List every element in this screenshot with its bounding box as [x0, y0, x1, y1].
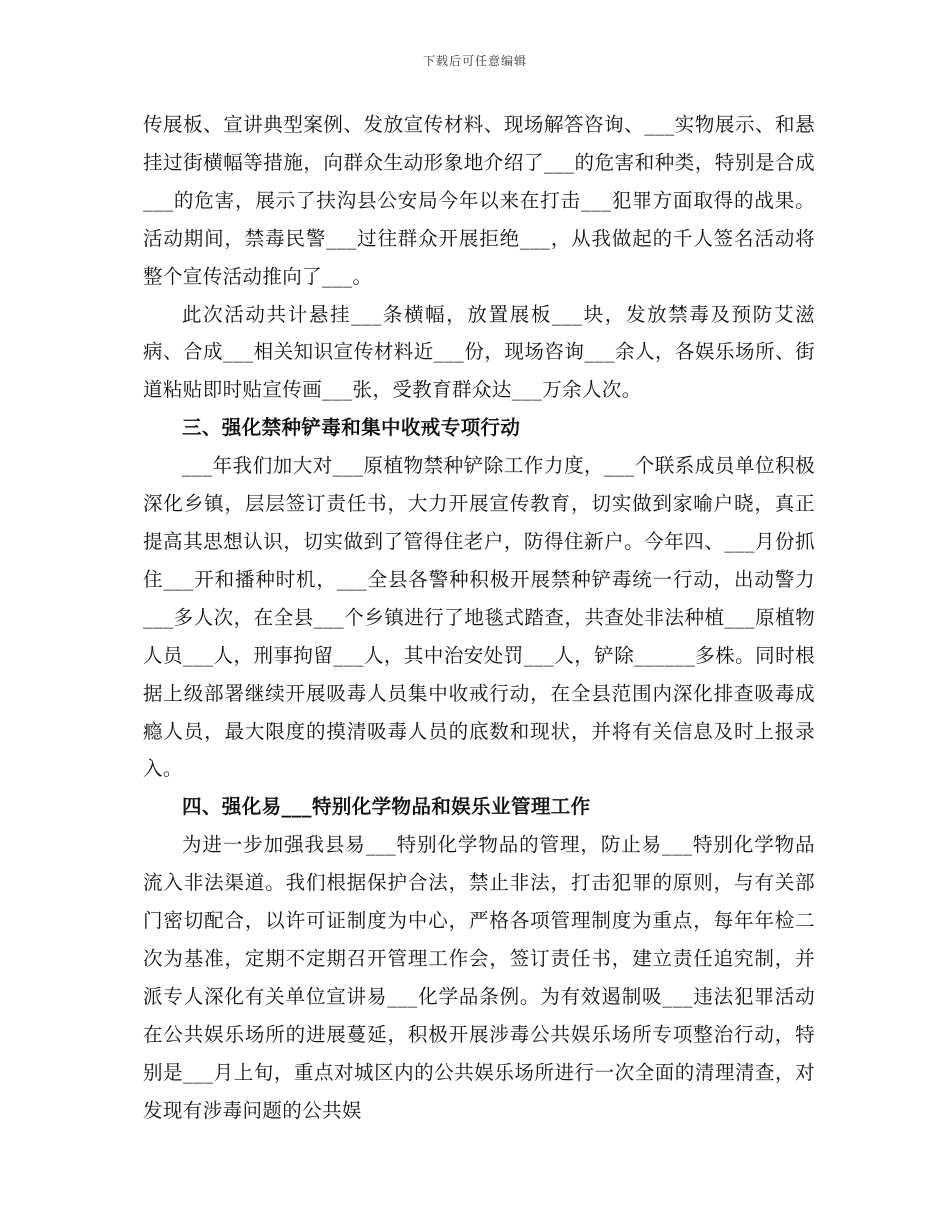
paragraph-campaign-activities: 传展板、宣讲典型案例、发放宣传材料、现场解答咨询、___实物展示、和悬挂过街横幅等措施，向群众生动形象地介绍了___的危害和种类，特别是合成___的危害，展示了扶沟县公安局今年以来在打击___犯罪方面取得的战果。活动期间，禁毒民警___过往群众开展拒绝___，从我做起的千人签名活动将整个宣传活动推向了___。 [143, 113, 815, 288]
page-header: 下载后可任意编辑 [422, 54, 527, 68]
section-heading-3: 三、强化禁种铲毒和集中收戒专项行动 [182, 416, 521, 440]
paragraph-campaign-statistics: 此次活动共计悬挂___条横幅，放置展板___块，发放禁毒及预防艾滋病、合成___相关知识宣传材料近___份，现场咨询___余人，各娱乐场所、街道粘贴即时贴宣传画___张，受教育群众达___万余人次。 [143, 302, 815, 402]
document-body [143, 106, 815, 1129]
paragraph-eradication-action: ___年我们加大对___原植物禁种铲除工作力度，___个联系成员单位积极深化乡镇，层层签订责任书，大力开展宣传教育，切实做到家喻户晓，真正提高其思想认识，切实做到了管得住老户，防得住新户。今年四、___月份抓住___开和播种时机，___全县各警种积极开展禁种铲毒统一行动，出动警力___多人次，在全县___个乡镇进行了地毯式踏查，共查处非法种植___原植物人员___人，刑事拘留___人，其中治安处罚___人，铲除______多株。同时根据上级部署继续开展吸毒人员集中收戒行动，在全县范围内深化排查吸毒成瘾人员，最大限度的摸清吸毒人员的底数和现状，并将有关信息及时上报录入。 [143, 454, 815, 781]
section-heading-4: 四、强化易___特别化学物品和娱乐业管理工作 [182, 795, 591, 819]
paragraph-chemical-management: 为进一步加强我县易___特别化学物品的管理，防止易___特别化学物品流入非法渠道。我们根据保护合法，禁止非法，打击犯罪的原则，与有关部门密切配合，以许可证制度为中心，严格各项管理制度为重点，每年年检二次为基准，定期不定期召开管理工作会，签订责任书，建立责任追究制，并派专人深化有关单位宣讲易___化学品条例。为有效遏制吸___违法犯罪活动在公共娱乐场所的进展蔓延，积极开展涉毒公共娱乐场所专项整治行动，特别是___月上旬，重点对城区内的公共娱乐场所进行一次全面的清理清查，对发现有涉毒问题的公共娱 [143, 833, 815, 1122]
